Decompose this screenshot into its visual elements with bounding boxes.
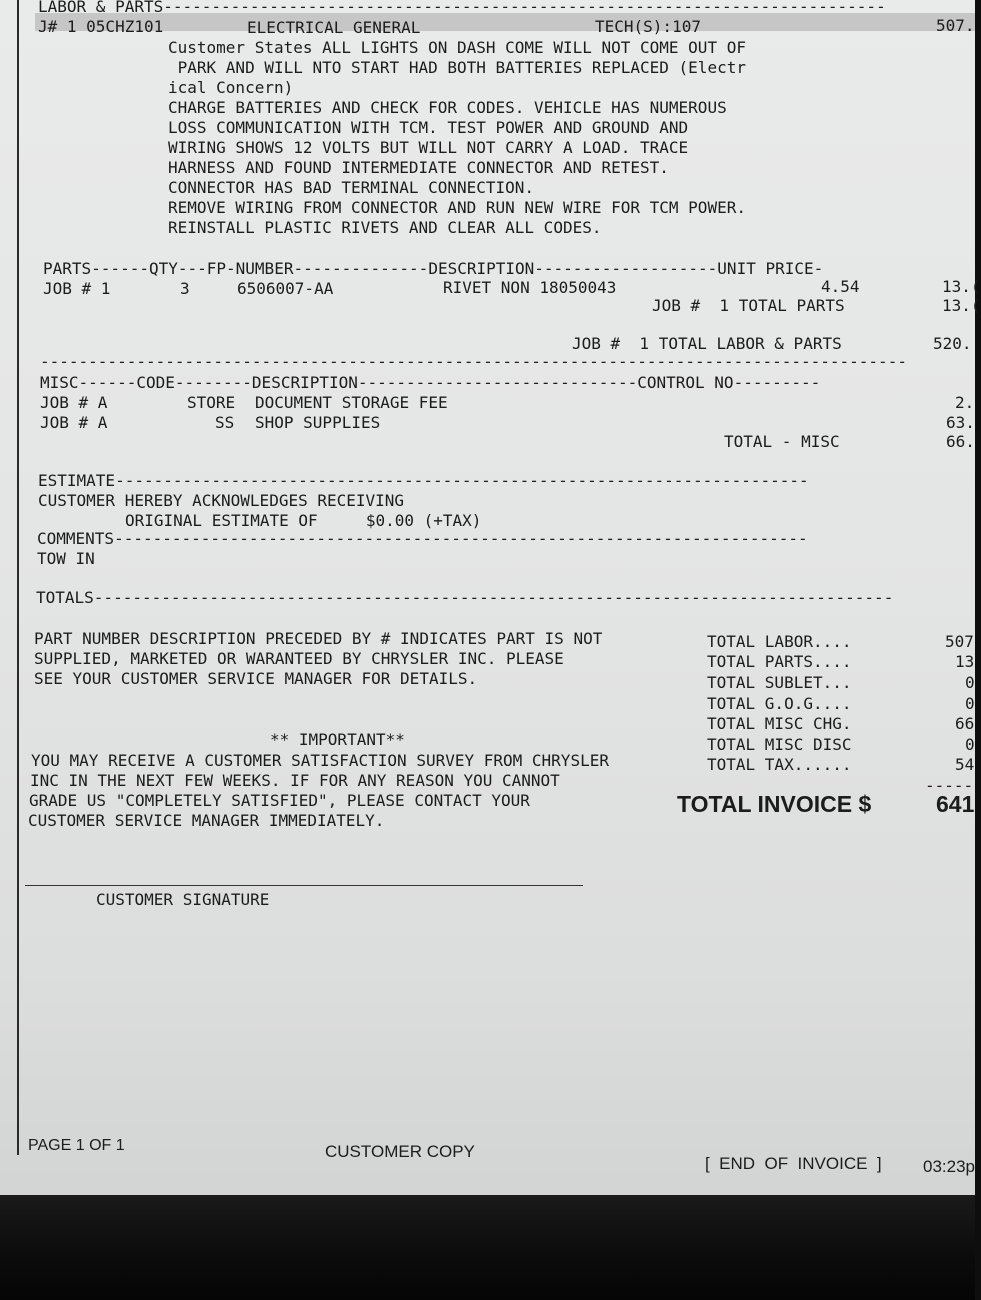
total-parts-label: JOB # 1 TOTAL PARTS	[652, 296, 845, 315]
misc-amount: 63.	[946, 413, 975, 432]
total-line-value: 0	[965, 673, 975, 692]
comments-text: TOW IN	[37, 549, 95, 568]
story-line: HARNESS AND FOUND INTERMEDIATE CONNECTOR AND RETEST.	[168, 158, 669, 177]
total-rule: -----	[925, 776, 974, 795]
estimate-line: CUSTOMER HEREBY ACKNOWLEDGES RECEIVING	[38, 491, 405, 510]
estimate-line: ORIGINAL ESTIMATE OF $0.00 (+TAX)	[125, 511, 482, 530]
divider: ------------------------------------------------------------------------------------------	[40, 352, 907, 371]
job-amount: 507.	[936, 16, 975, 35]
parts-number: 6506007-AA	[237, 279, 334, 298]
important-line: YOU MAY RECEIVE A CUSTOMER SATISFACTION SURVEY FROM CHRYSLER	[31, 751, 609, 770]
total-line-value: 507	[945, 632, 974, 651]
total-line-label: TOTAL G.O.G....	[707, 694, 852, 713]
parts-description: RIVET NON 18050043	[443, 278, 617, 297]
job-title: ELECTRICAL GENERAL	[247, 18, 421, 37]
total-line-value: 13	[955, 652, 975, 671]
total-misc-value: 66.	[946, 432, 975, 451]
notice-line: SUPPLIED, MARKETED OR WARANTEED BY CHRYSLER INC. PLEASE	[34, 649, 564, 668]
parts-header: PARTS------QTY---FP-NUMBER--------------DESCRIPTION-------------------UNIT PRICE-	[43, 259, 824, 278]
story-line: Customer States ALL LIGHTS ON DASH COME WILL NOT COME OUT OF	[168, 38, 746, 57]
total-line-value: 0	[965, 735, 975, 754]
important-line: CUSTOMER SERVICE MANAGER IMMEDIATELY.	[28, 811, 385, 830]
story-line: ical Concern)	[168, 78, 294, 97]
total-line-label: TOTAL LABOR....	[707, 632, 852, 651]
total-line-label: TOTAL TAX......	[707, 755, 852, 774]
misc-amount: 2.	[955, 393, 975, 412]
important-line: INC IN THE NEXT FEW WEEKS. IF FOR ANY REASON YOU CANNOT	[30, 771, 560, 790]
total-line-value: 66	[955, 714, 975, 733]
page-indicator: PAGE 1 OF 1	[28, 1137, 125, 1154]
section-title: LABOR & PARTS---------------------------------------------------------------------------	[38, 0, 886, 16]
total-parts-value: 13.(	[942, 296, 981, 315]
story-line: CONNECTOR HAS BAD TERMINAL CONNECTION.	[168, 178, 535, 197]
important-line: GRADE US "COMPLETELY SATISFIED", PLEASE CONTACT YOUR	[29, 791, 530, 810]
story-line: CHARGE BATTERIES AND CHECK FOR CODES. VEHICLE HAS NUMEROUS	[168, 98, 727, 117]
notice-line: SEE YOUR CUSTOMER SERVICE MANAGER FOR DETAILS.	[34, 669, 478, 688]
story-line: WIRING SHOWS 12 VOLTS BUT WILL NOT CARRY A LOAD. TRACE	[168, 138, 689, 157]
copy-type: CUSTOMER COPY	[325, 1142, 475, 1161]
misc-job: JOB # A	[40, 393, 108, 412]
total-misc-label: TOTAL - MISC	[724, 432, 840, 451]
total-line-label: TOTAL MISC CHG.	[707, 714, 852, 733]
parts-job: JOB # 1	[43, 279, 111, 298]
end-of-invoice: [ END OF INVOICE ]	[705, 1154, 882, 1173]
total-line-label: TOTAL MISC DISC	[707, 735, 852, 754]
parts-qty: 3	[180, 279, 190, 298]
signature-line	[25, 885, 583, 886]
misc-code: STORE	[187, 393, 236, 412]
misc-description: SHOP SUPPLIES	[255, 413, 381, 432]
signature-label: CUSTOMER SIGNATURE	[96, 890, 270, 909]
total-line-label: TOTAL PARTS....	[707, 652, 852, 671]
important-title: ** IMPORTANT**	[270, 730, 405, 749]
misc-description: DOCUMENT STORAGE FEE	[255, 393, 448, 412]
total-line-value: 0	[965, 694, 975, 713]
job-number: J# 1 05CHZ101	[38, 17, 164, 36]
total-line-value: 54	[955, 755, 975, 774]
story-line: REMOVE WIRING FROM CONNECTOR AND RUN NEW WIRE FOR TCM POWER.	[168, 198, 746, 217]
tech-id: TECH(S):107	[595, 17, 701, 36]
total-line-label: TOTAL SUBLET...	[707, 673, 852, 692]
totals-header: TOTALS-----------------------------------------------------------------------------------	[36, 588, 894, 607]
parts-unit-price: 4.54	[821, 277, 860, 296]
misc-code: SS	[215, 413, 235, 432]
left-margin-line	[17, 0, 19, 1155]
story-line: LOSS COMMUNICATION WITH TCM. TEST POWER AND GROUND AND	[168, 118, 689, 137]
print-time: 03:23p	[923, 1157, 975, 1176]
comments-header: COMMENTS------------------------------------------------------------------------	[37, 529, 808, 548]
estimate-header: ESTIMATE------------------------------------------------------------------------	[38, 471, 809, 490]
notice-line: PART NUMBER DESCRIPTION PRECEDED BY # INDICATES PART IS NOT	[34, 629, 603, 648]
labor-parts-value: 520.	[933, 334, 972, 353]
total-invoice-label: TOTAL INVOICE $	[677, 791, 872, 817]
parts-extended: 13.(	[942, 277, 981, 296]
story-line: PARK AND WILL NTO START HAD BOTH BATTERIES REPLACED (Electr	[168, 58, 746, 77]
story-line: REINSTALL PLASTIC RIVETS AND CLEAR ALL CODES.	[168, 218, 602, 237]
labor-parts-label: JOB # 1 TOTAL LABOR & PARTS	[572, 334, 842, 353]
misc-header: MISC------CODE--------DESCRIPTION-----------------------------CONTROL NO---------	[40, 373, 821, 392]
background-shadow	[0, 1195, 975, 1300]
total-invoice-value: 641	[936, 791, 975, 817]
misc-job: JOB # A	[40, 413, 108, 432]
